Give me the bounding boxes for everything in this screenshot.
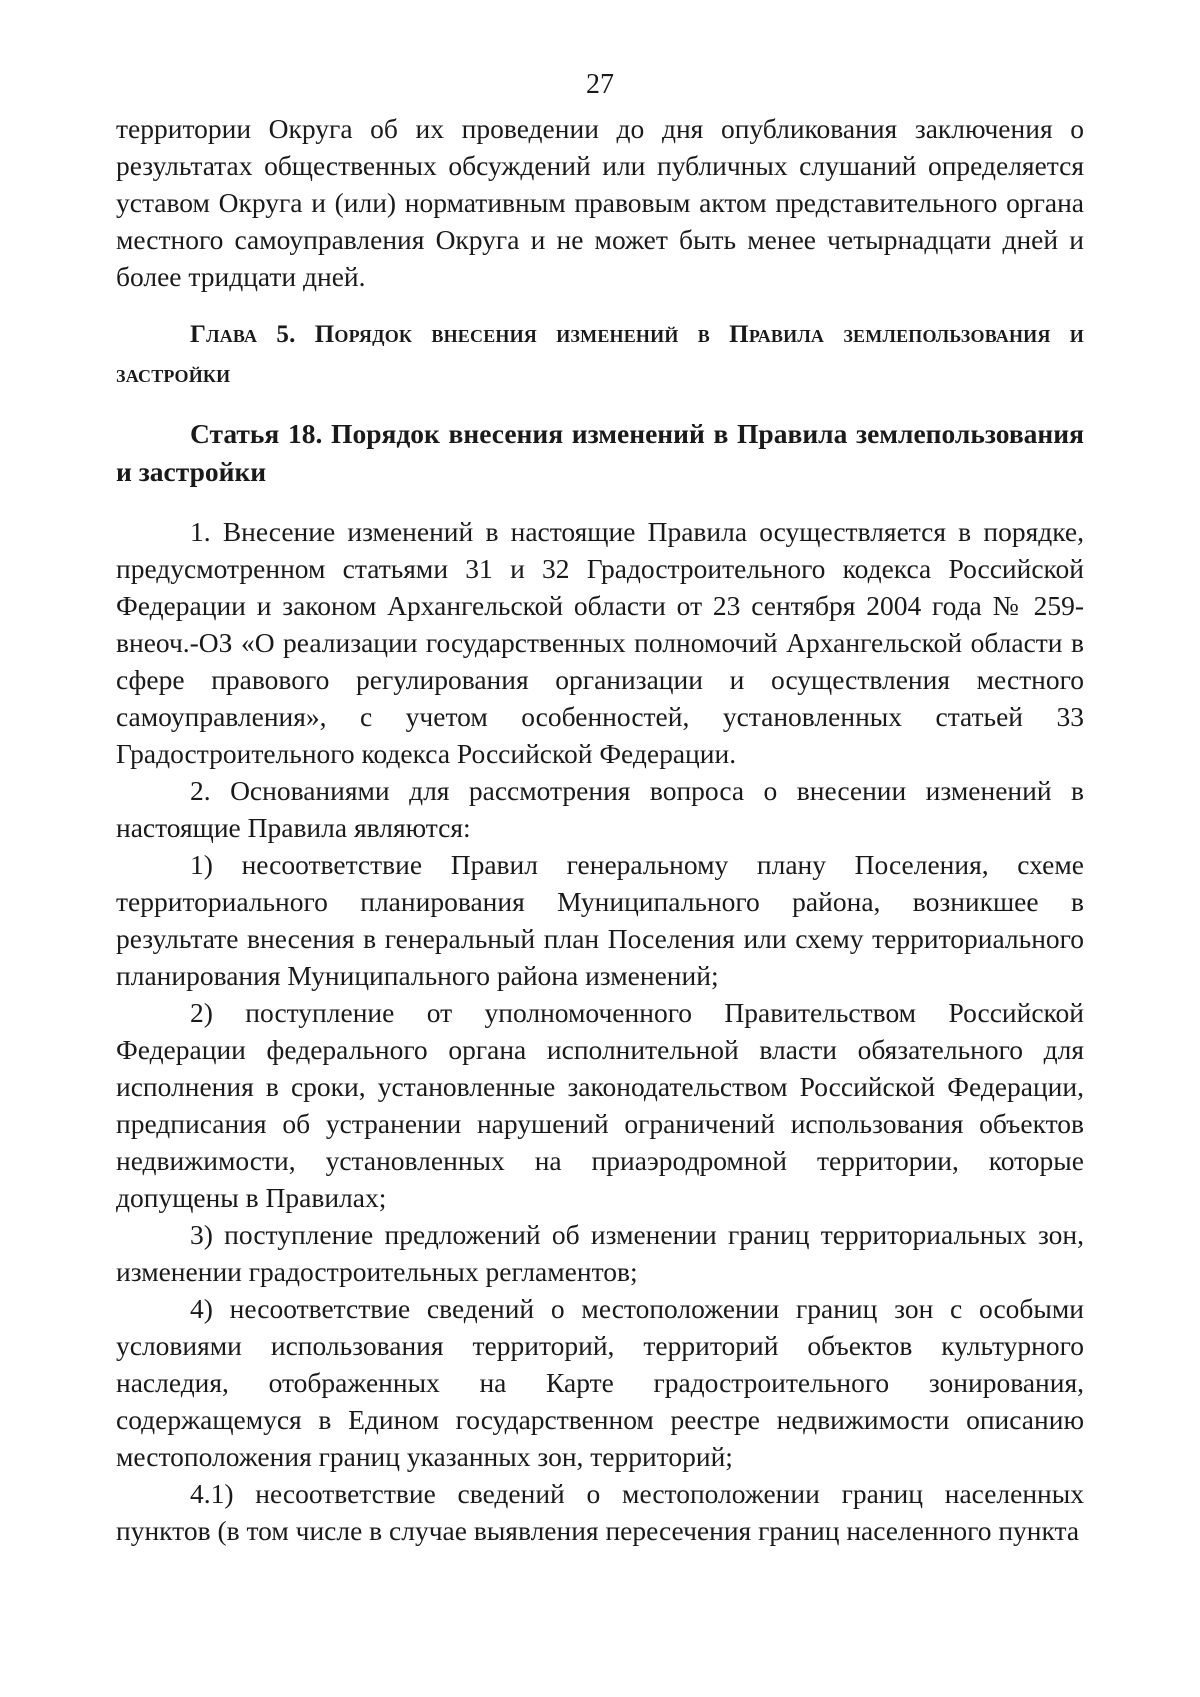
list-item-2: 2) поступление от уполномоченного Правительством Российской Федерации федерального органа исполнительной власти обязательного для исполнения в сроки, установленные законодательством Российской Федерации, предписания об устранении нарушений ограничений использования объектов недвижимости, установленных на приаэродромной территории, которые допущены в Правилах; (116, 997, 1084, 1213)
document-page (116, 66, 1084, 1549)
chapter-heading: Глава 5. Порядок внесения изменений в Правила землепользования и застройки (116, 321, 1084, 388)
article-heading: Статья 18. Порядок внесения изменений в Правила землепользования и застройки (116, 418, 1084, 487)
list-item-1: 1) несоответствие Правил генеральному плану Поселения, схеме территориального планирования Муниципального района, возникшее в результате внесения в генеральный план Поселения или схему территориального планирования Муниципального района изменений; (116, 849, 1084, 991)
paragraph-1: 1. Внесение изменений в настоящие Правила осуществляется в порядке, предусмотренном статьями 31 и 32 Градостроительного кодекса Российской Федерации и законом Архангельской области от 23 сентября 2004 года № 259-внеоч.-ОЗ «О реализации государственных полномочий Архангельской области в сфере правового регулирования организации и осуществления местного самоуправления», с учетом особенностей, установленных статьей 33 Градостроительного кодекса Российской Федерации. (116, 516, 1084, 769)
list-item-4-1: 4.1) несоответствие сведений о местоположении границ населенных пунктов (в том числе в случае выявления пересечения границ населенного пункта (116, 1478, 1084, 1546)
list-item-4: 4) несоответствие сведений о местоположении границ зон с особыми условиями использования территорий, территорий объектов культурного наследия, отображенных на Карте градостроительного зонирования, содержащемуся в Едином государственном реестре недвижимости описанию местоположения границ указанных зон, территорий; (116, 1293, 1084, 1472)
intro-paragraph: территории Округа об их проведении до дня опубликования заключения о результатах общественных обсуждений или публичных слушаний определяется уставом Округа и (или) нормативным правовым актом представительного органа местного самоуправления Округа и не может быть менее четырнадцати дней и более тридцати дней. (116, 113, 1084, 292)
paragraph-2: 2. Основаниями для рассмотрения вопроса о внесении изменений в настоящие Правила являются: (116, 775, 1084, 843)
list-item-3: 3) поступление предложений об изменении границ территориальных зон, изменении градостроительных регламентов; (116, 1219, 1084, 1287)
page-number: 27 (586, 69, 614, 100)
